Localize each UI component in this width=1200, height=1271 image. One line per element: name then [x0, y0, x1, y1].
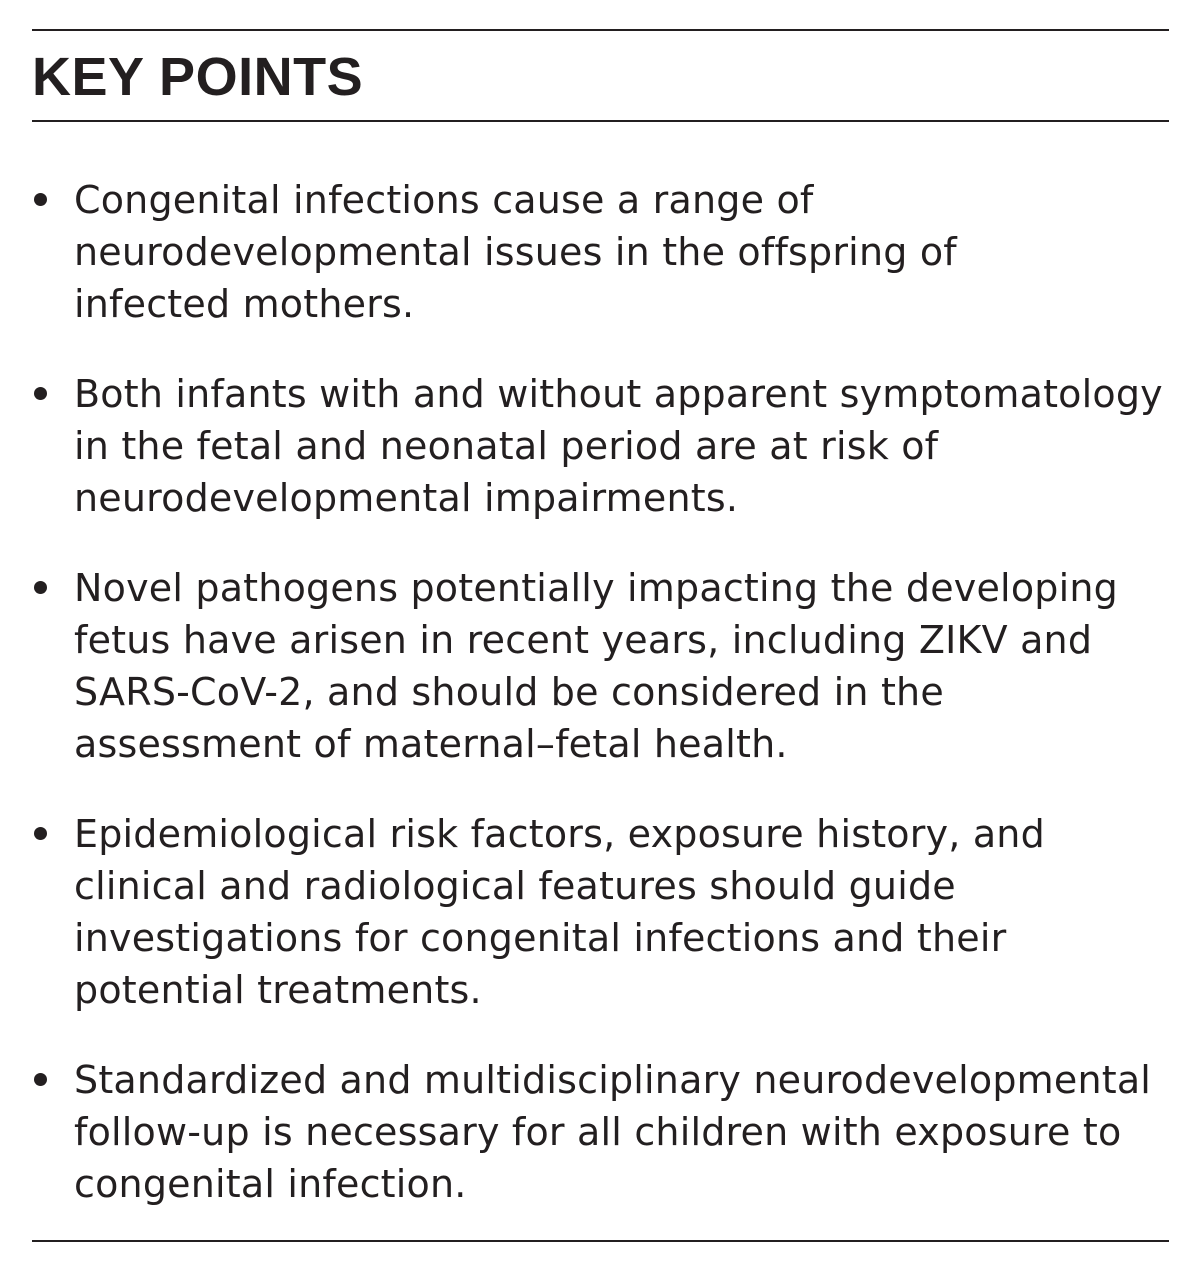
text-line: Congenital infections cause a range of [74, 178, 814, 222]
text-line: investigations for congenital infections and their [74, 916, 1007, 960]
text-line: SARS-CoV-2, and should be considered in the [74, 670, 944, 714]
bullet-icon [34, 581, 47, 594]
key-point-3 [32, 562, 1169, 770]
text-line: in the fetal and neonatal period are at risk of [74, 424, 939, 468]
key-point-4 [32, 808, 1169, 1016]
key-point-text [74, 1054, 1169, 1210]
text-line: Both infants with and without apparent symptomatology [74, 372, 1163, 416]
text-line: Standardized and multidisciplinary neurodevelopmental [74, 1058, 1152, 1102]
heading-divider [32, 120, 1169, 122]
bullet-icon [34, 827, 47, 840]
bullet-icon [34, 1073, 47, 1086]
text-line: Novel pathogens potentially impacting the developing [74, 566, 1118, 610]
text-line: Epidemiological risk factors, exposure history, and [74, 812, 1045, 856]
key-point-text [74, 174, 1169, 330]
key-point-5 [32, 1054, 1169, 1210]
bullet-icon [34, 193, 47, 206]
text-line: fetus have arisen in recent years, including ZIKV and [74, 618, 1093, 662]
key-points-heading: KEY POINTS [32, 47, 364, 107]
bottom-rule [32, 1240, 1169, 1242]
text-line: clinical and radiological features should guide [74, 864, 956, 908]
text-line: assessment of maternal–fetal health. [74, 722, 788, 766]
bullet-icon [34, 387, 47, 400]
key-point-text [74, 562, 1169, 770]
key-points-list [32, 174, 1169, 1210]
text-line: infected mothers. [74, 282, 415, 326]
key-point-1 [32, 174, 1169, 330]
key-point-text [74, 808, 1169, 1016]
text-line: follow-up is necessary for all children with exposure to [74, 1110, 1122, 1154]
text-line: potential treatments. [74, 968, 482, 1012]
text-line: congenital infection. [74, 1162, 467, 1206]
text-line: neurodevelopmental impairments. [74, 476, 739, 520]
key-point-2 [32, 368, 1169, 524]
key-point-text [74, 368, 1169, 524]
top-rule [32, 29, 1169, 31]
text-line: neurodevelopmental issues in the offspring of [74, 230, 957, 274]
